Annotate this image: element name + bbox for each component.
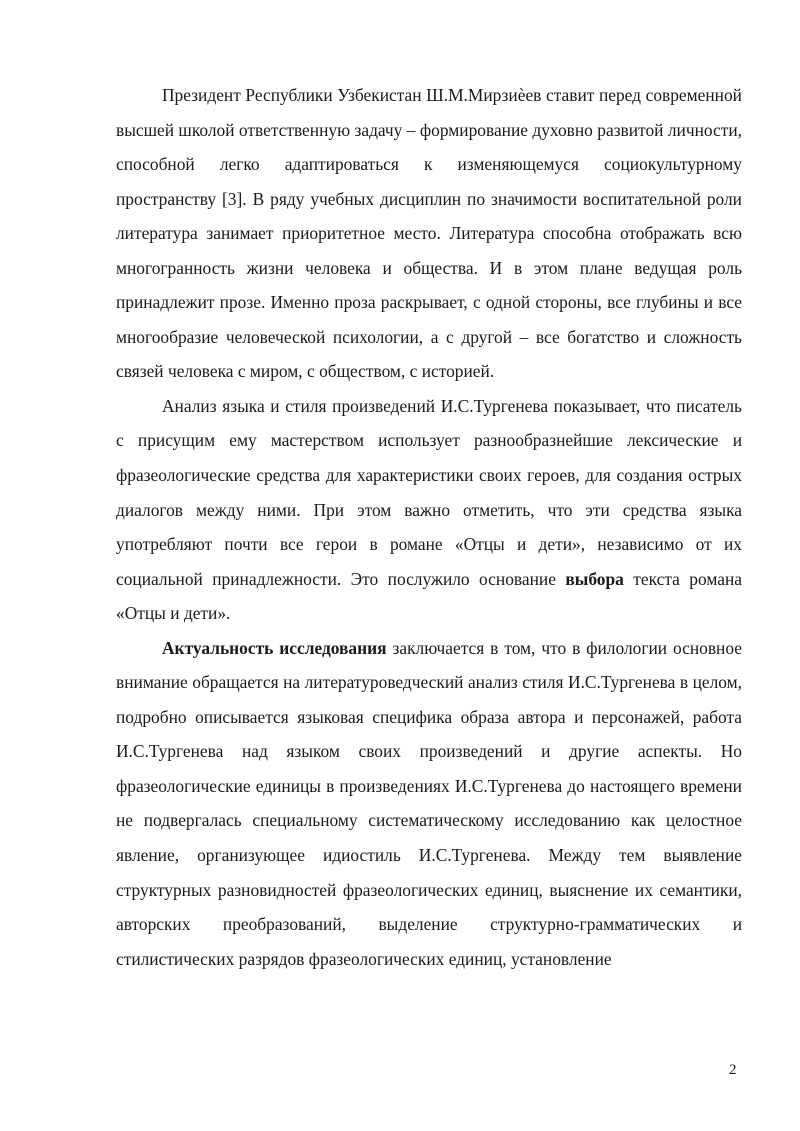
paragraph-relevance-bold: Актуальность исследования [162,637,387,658]
paragraph-relevance [116,631,742,976]
paragraph-analysis [116,389,742,631]
paragraph-analysis-text: Анализ языка и стиля произведений И.С.Тургенева показывает, что писатель с присущим ему мастерством использует разнообразнейшие лексические и фразеологические средства для характеристики своих героев, для создания острых диалогов между ними. При этом важно отметить, что эти средства языка употребляют почти все герои в романе «Отцы и дети», независимо от их социальной принадлежности. Это послужило основание [116,395,742,589]
page-number: 2 [729,1062,737,1078]
document-body [116,78,742,976]
paragraph-intro-text: Президент Республики Узбекистан Ш.М.Мирзиѐев ставит перед современной высшей школой ответственную задачу – формирование духовно развитой личности, способной легко адаптироваться к изменяющемуся социокультурному пространству [3]. В ряду учебных дисциплин по значимости воспитательной роли литература занимает приоритетное место. Литература способна отображать всю многогранность жизни человека и общества. И в этом плане ведущая роль принадлежит прозе. Именно проза раскрывает, с одной стороны, все глубины и все многообразие человеческой психологии, а с другой – все богатство и сложность связей человека с миром, с обществом, с историей. [116,85,742,382]
paragraph-relevance-text: заключается в том, что в филологии основное внимание обращается на литературоведческий анализ стиля И.С.Тургенева в целом, подробно описывается языковая специфика образа автора и персонажей, работа И.С.Тургенева над языком своих произведений и другие аспекты. Но фразеологические единицы в произведениях И.С.Тургенева до настоящего времени не подвергалась специальному систематическому исследованию как целостное явление, организующее идиостиль И.С.Тургенева. Между тем выявление структурных разновидностей фразеологических единиц, выяснение их семантики, авторских преобразований, выделение структурно-грамматических и стилистических разрядов фразеологических единиц, установление [116,637,742,969]
paragraph-analysis-bold: выбора [565,568,624,589]
paragraph-analysis-text-end: текста романа «Отцы и дети». [116,568,742,624]
paragraph-intro [116,78,742,389]
